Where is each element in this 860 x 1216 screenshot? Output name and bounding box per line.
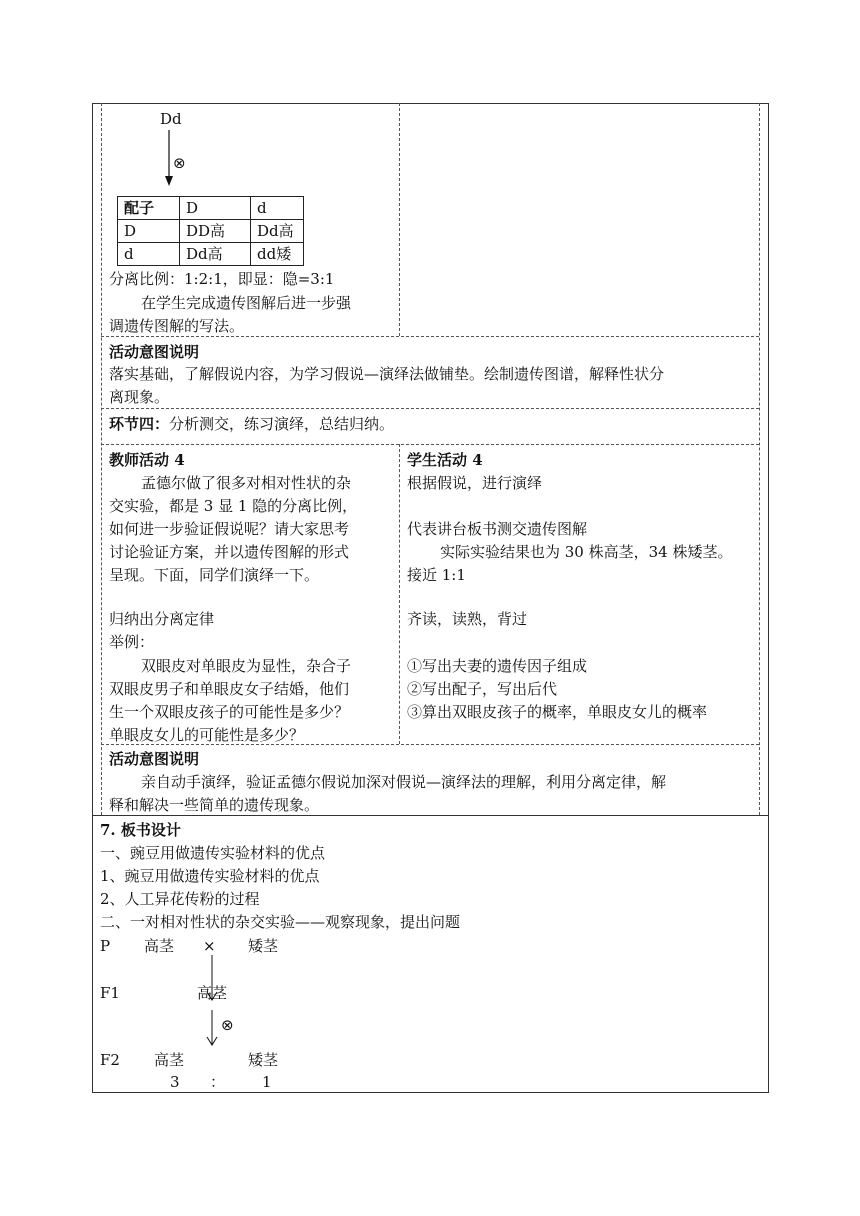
student-text-line: 实际实验结果也为 30 株高茎，34 株矮茎。 (440, 543, 733, 561)
board-line: 一、豌豆用做遗传实验材料的优点 (100, 844, 326, 862)
outer-bottom-border (92, 1092, 769, 1093)
table-row (118, 197, 304, 220)
p-label: P (100, 937, 111, 955)
teacher-law: 归纳出分离定律 (109, 610, 215, 628)
intent-title: 活动意图说明 (109, 750, 200, 768)
table-cell: DD高 (180, 220, 251, 243)
table-cell: 配子 (118, 197, 180, 220)
student-step: ①写出夫妻的遗传因子组成 (407, 657, 588, 675)
student-text-line: 根据假说，进行演绎 (407, 474, 543, 492)
student-text-line: 接近 1:1 (407, 566, 466, 584)
teacher-text-line: 如何进一步验证假说呢？请大家思考 (109, 520, 350, 538)
teacher-text-line: 呈现。下面，同学们演绎一下。 (109, 566, 320, 584)
column-divider-mid (399, 444, 400, 744)
student-activity-title: 学生活动 4 (407, 451, 483, 469)
self-cross-symbol: ⊗ (221, 1016, 234, 1034)
table-cell: Dd高 (251, 220, 304, 243)
section-heading (109, 413, 394, 435)
row-divider-2 (101, 408, 759, 409)
teacher-activity-title: 教师活动 4 (109, 451, 185, 469)
teacher-example-label: 举例： (109, 633, 155, 651)
intent-text: 释和解决一些简单的遗传现象。 (109, 796, 320, 814)
down-arrow-icon (202, 1010, 222, 1048)
intent-text: 离现象。 (109, 388, 170, 406)
teacher-example-line: 单眼皮女儿的可能性是多少？ (109, 726, 305, 744)
section-label: 环节四： (109, 415, 170, 433)
teacher-example-line: 双眼皮男子和单眼皮女子结婚，他们 (109, 680, 350, 698)
teacher-example-line: 生一个双眼皮孩子的可能性是多少？ (109, 703, 350, 721)
column-divider-top (399, 103, 400, 336)
teacher-text-line: 孟德尔做了很多对相对性状的杂 (141, 474, 352, 492)
student-step: ②写出配子，写出后代 (407, 680, 558, 698)
ratio-left: 3 (170, 1073, 180, 1091)
outer-left-border (92, 103, 93, 1093)
f1-label: F1 (100, 984, 120, 1002)
gamete-table (117, 196, 304, 266)
outer-top-border (92, 103, 769, 104)
note-line: 在学生完成遗传图解后进一步强 (141, 294, 352, 312)
row-divider-3 (101, 444, 759, 445)
ratio-colon: ： (210, 1073, 226, 1091)
teacher-text-line: 讨论验证方案，并以遗传图解的形式 (109, 543, 350, 561)
inner-right-border (759, 103, 760, 815)
teacher-text-line: 交实验，都是 3 显 1 隐的分离比例， (109, 497, 358, 515)
outer-right-border (768, 103, 769, 1093)
intent-title: 活动意图说明 (109, 343, 200, 361)
f2-label: F2 (100, 1051, 120, 1069)
self-cross-symbol: ⊗ (173, 154, 186, 172)
f1-tall: 高茎 (197, 984, 228, 1002)
cross-symbol: × (203, 937, 216, 955)
f2-short: 矮茎 (248, 1051, 279, 1069)
note-line: 调遗传图解的写法。 (109, 317, 245, 335)
intent-text: 落实基础，了解假说内容，为学习假说—演绎法做铺垫。绘制遗传图谱，解释性状分 (109, 365, 665, 383)
board-line: 二、一对相对性状的杂交实验——观察现象，提出问题 (100, 913, 461, 931)
table-cell: D (180, 197, 251, 220)
section-text: 分析测交，练习演绎，总结归纳。 (169, 415, 395, 433)
ratio-right: 1 (262, 1073, 272, 1091)
ratio-text: 分离比例：1:2:1，即显：隐=3:1 (109, 270, 335, 288)
board-title: 7. 板书设计 (100, 821, 181, 839)
table-cell: d (118, 243, 180, 266)
table-cell: d (251, 197, 304, 220)
inner-left-border (101, 103, 102, 815)
table-cell: D (118, 220, 180, 243)
board-line: 1、豌豆用做遗传实验材料的优点 (100, 867, 320, 885)
student-text-line: 齐读，读熟，背过 (407, 610, 528, 628)
p-tall: 高茎 (144, 937, 175, 955)
teacher-example-line: 双眼皮对单眼皮为显性，杂合子 (141, 657, 352, 675)
table-row (118, 243, 304, 266)
f2-tall: 高茎 (154, 1051, 185, 1069)
table-cell: dd矮 (251, 243, 304, 266)
student-text-line: 代表讲台板书测交遗传图解 (407, 520, 588, 538)
intent-text: 亲自动手演绎，验证孟德尔假说加深对假说—演绎法的理解，利用分离定律，解 (141, 773, 667, 791)
table-row (118, 220, 304, 243)
board-line: 2、人工异花传粉的过程 (100, 890, 260, 908)
parent-genotype: Dd (160, 110, 182, 128)
student-step: ③算出双眼皮孩子的概率，单眼皮女儿的概率 (407, 703, 708, 721)
p-short: 矮茎 (248, 937, 279, 955)
table-cell: Dd高 (180, 243, 251, 266)
